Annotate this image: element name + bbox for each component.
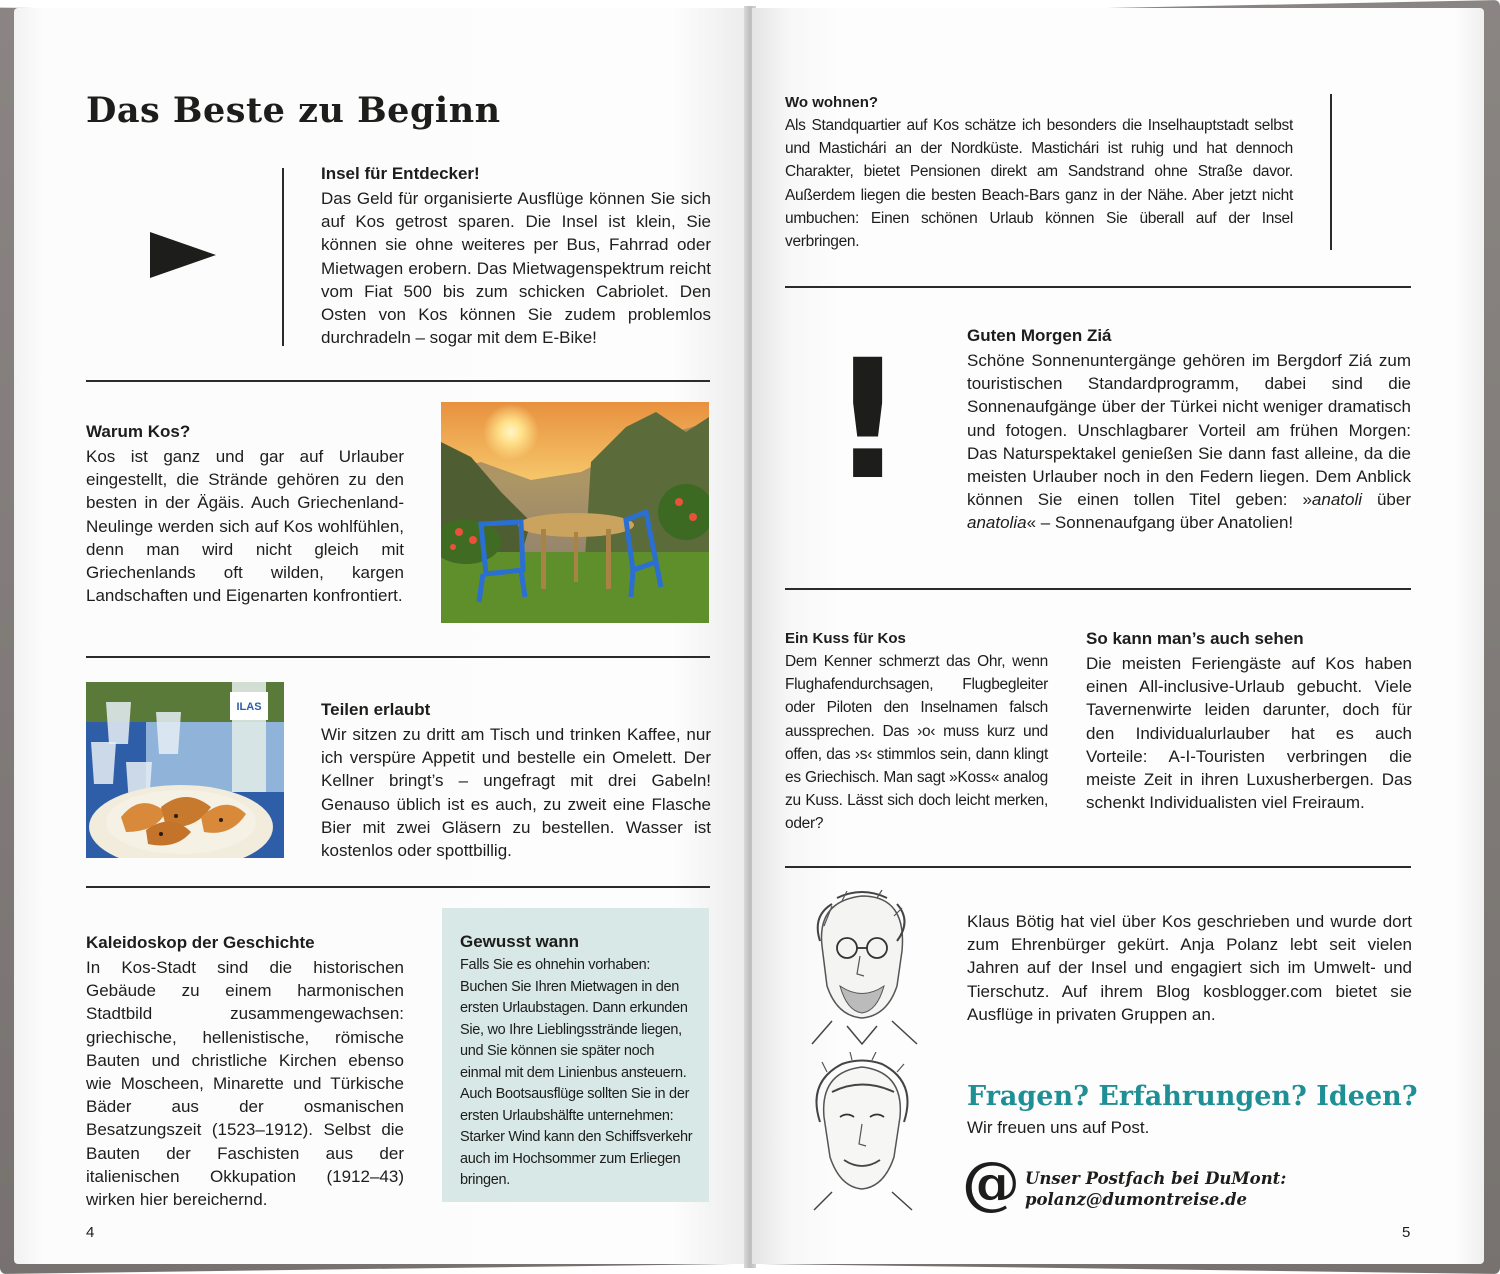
flag-arrow-icon — [148, 230, 218, 280]
text-part: « – Sonnenaufgang über Anatolien! — [1026, 513, 1294, 533]
text-part: Schöne Sonnenuntergänge gehören im Bergdorf Ziá zum touristischen Standardprogramm, dabei sind die Sonnenaufgänge über der Türkei nicht weniger dramatisch und fotogen. Unschlagbarer Vorteil am frühen Morgen: Das Naturspektakel genießen Sie dann fast alleine, da die meisten Urlauber noch in den Federn liegen. Dem Anblick können Sie einen tollen Titel geben: » — [967, 351, 1411, 510]
horizontal-divider — [785, 286, 1411, 288]
mail-label: Unser Postfach bei DuMont: — [1025, 1169, 1287, 1188]
section-heading: Guten Morgen Ziá — [967, 326, 1112, 345]
vertical-divider — [1330, 94, 1332, 250]
section-kaleidoskop — [86, 933, 404, 1211]
authors-text: Klaus Bötig hat viel über Kos geschrieben und wurde dort zum Ehrenbürger gekürt. Anja Polanz lebt seit vielen Jahren auf der Insel und engagiert sich im Umwelt- und Tierschutz. Auf ihrem Blog kosblogger.com bietet sie Ausflüge in privaten Gruppen an. — [967, 912, 1412, 1024]
section-text: Als Standquartier auf Kos schätze ich besonders die Inselhauptstadt selbst und Mastichári an der Nordküste. Mastichári ist ruhig und hat dennoch Charakter, bietet Pensionen direkt am Sandstrand ohne Straße davor. Außerdem liegen die besten Beach-Bars ganz in der Nähe. Aber jetzt nicht umbuchen: Einen schönen Urlaub können Sie überall auf der Insel verbringen. — [785, 117, 1293, 251]
section-text: In Kos-Stadt sind die historischen Gebäude zu einem harmonischen Stadtbild zusammengewachsen: griechische, hellenistische, römische Bauten und christliche Kirchen ebenso wie Moscheen, Minarette und Türkische Bäder aus der osmanischen Besatzungszeit (1523–1912). Selbst die Bauten der Faschisten aus der italienischen Okkupation (1912–43) wirken hier bereichernd. — [86, 958, 404, 1210]
author-sketch-female — [802, 1052, 922, 1212]
vertical-divider — [282, 168, 284, 346]
text-italic: anatoli — [1311, 490, 1363, 510]
left-page — [14, 8, 746, 1264]
mail-address-link[interactable]: polanz@dumontreise.de — [1025, 1190, 1248, 1209]
section-wohnen — [785, 94, 1293, 253]
section-text: Wir sitzen zu dritt am Tisch und trinken Kaffee, nur ich verspüre Appetit und bestelle ein Omelett. Der Kellner bringt’s – ungefragt mit drei Gabeln! Genauso üblich ist es auch, zu zweit eine Flasche Bier mit zwei Gläsern zu bestellen. Wasser ist kostenlos oder spottbillig. — [321, 725, 711, 861]
info-box-gewusst — [442, 908, 709, 1202]
section-heading: Wo wohnen? — [785, 94, 879, 111]
author-sketch-male — [802, 886, 922, 1046]
horizontal-divider — [785, 866, 1411, 868]
section-text: Falls Sie es ohnehin vorhaben: Buchen Sie Ihren Mietwagen in den ersten Urlaubstagen. Dann erkunden Sie, wo Ihre Lieblingsstrände liegen, und Sie können sie später noch einmal mit dem Linienbus ansteuern. Auch Bootsausflüge sollten Sie in der ersten Urlaubshälfte unternehmen: Starker Wind kann den Schiffsverkehr auch im Hochsommer zum Erliegen bringen. — [460, 957, 693, 1188]
horizontal-divider — [86, 380, 710, 382]
horizontal-divider — [86, 656, 710, 658]
section-warum — [86, 422, 404, 607]
horizontal-divider — [86, 886, 710, 888]
mail-box — [1025, 1168, 1286, 1210]
section-heading: Ein Kuss für Kos — [785, 630, 906, 647]
section-text: Das Geld für organisierte Ausflüge können Sie sich auf Kos getrost sparen. Die Insel ist klein, Sie können sie ohne weiteres per Bus, Fahrrad oder Mietwagen erobern. Das Mietwagenspektrum reicht vom Fiat 500 bis zum schicken Cabriolet. Den Osten von Kos können Sie zudem problemlos durchradeln – sogar mit dem E-Bike! — [321, 189, 711, 348]
page-title: Das Beste zu Beginn — [86, 90, 501, 131]
page-number: 4 — [86, 1224, 95, 1241]
exclamation-icon: ! — [830, 324, 906, 516]
section-heading: Gewusst wann — [460, 932, 580, 951]
page-number: 5 — [1402, 1224, 1411, 1241]
section-sehen — [1086, 629, 1412, 814]
bottle-label: ILAS — [236, 701, 262, 713]
right-page — [752, 8, 1484, 1264]
horizontal-divider — [785, 588, 1411, 590]
section-heading: Warum Kos? — [86, 422, 191, 441]
section-text — [967, 349, 1411, 535]
at-icon: @ — [962, 1149, 1020, 1217]
section-heading: Kaleidoskop der Geschichte — [86, 933, 315, 952]
section-insel — [321, 164, 711, 349]
section-text: Kos ist ganz und gar auf Urlauber eingestellt, die Strände gehören zu den besten in der Ägäis. Auch Griechenland-Neulinge werden sich auf Kos wohlfühlen, denn man wird nicht gleich mit Griechenlands oft wilden, kargen Landschaften und Eigenarten konfrontiert. — [86, 447, 404, 606]
section-text: Die meisten Feriengäste auf Kos haben einen All-inclusive-Urlaub gebucht. Viele Tavernenwirte leiden darunter, doch für den Individualurlauber hat es auch Vorteile: A-I-Touristen verbringen die meiste Zeit in ihren Luxusherbergen. Das schenkt Individualisten viel Freiraum. — [1086, 654, 1412, 813]
section-heading: So kann man’s auch sehen — [1086, 629, 1304, 648]
section-heading: Teilen erlaubt — [321, 700, 431, 719]
section-kuss — [785, 630, 1048, 836]
section-teilen — [321, 700, 711, 862]
ouzo-food-photo — [86, 682, 284, 858]
contact-heading: Fragen? Erfahrungen? Ideen? — [967, 1081, 1418, 1112]
contact-subline: Wir freuen uns auf Post. — [967, 1118, 1150, 1137]
section-text: Dem Kenner schmerzt das Ohr, wenn Flughafendurchsagen, Flugbegleiter oder Piloten den Inselnamen falsch aussprechen. Das ›o‹ muss kurz und offen, das ›s‹ stimmlos sein, dann klingt es Griechisch. Man sagt »Koss« analog zu Kuss. Lässt sich doch leicht merken, oder? — [785, 653, 1048, 833]
section-authors — [967, 910, 1412, 1026]
section-morgen — [967, 326, 1411, 535]
section-heading: Insel für Entdecker! — [321, 164, 480, 183]
text-italic: anatolia — [967, 513, 1027, 533]
text-part: über — [1362, 490, 1412, 510]
sunset-terrace-photo — [441, 402, 709, 623]
